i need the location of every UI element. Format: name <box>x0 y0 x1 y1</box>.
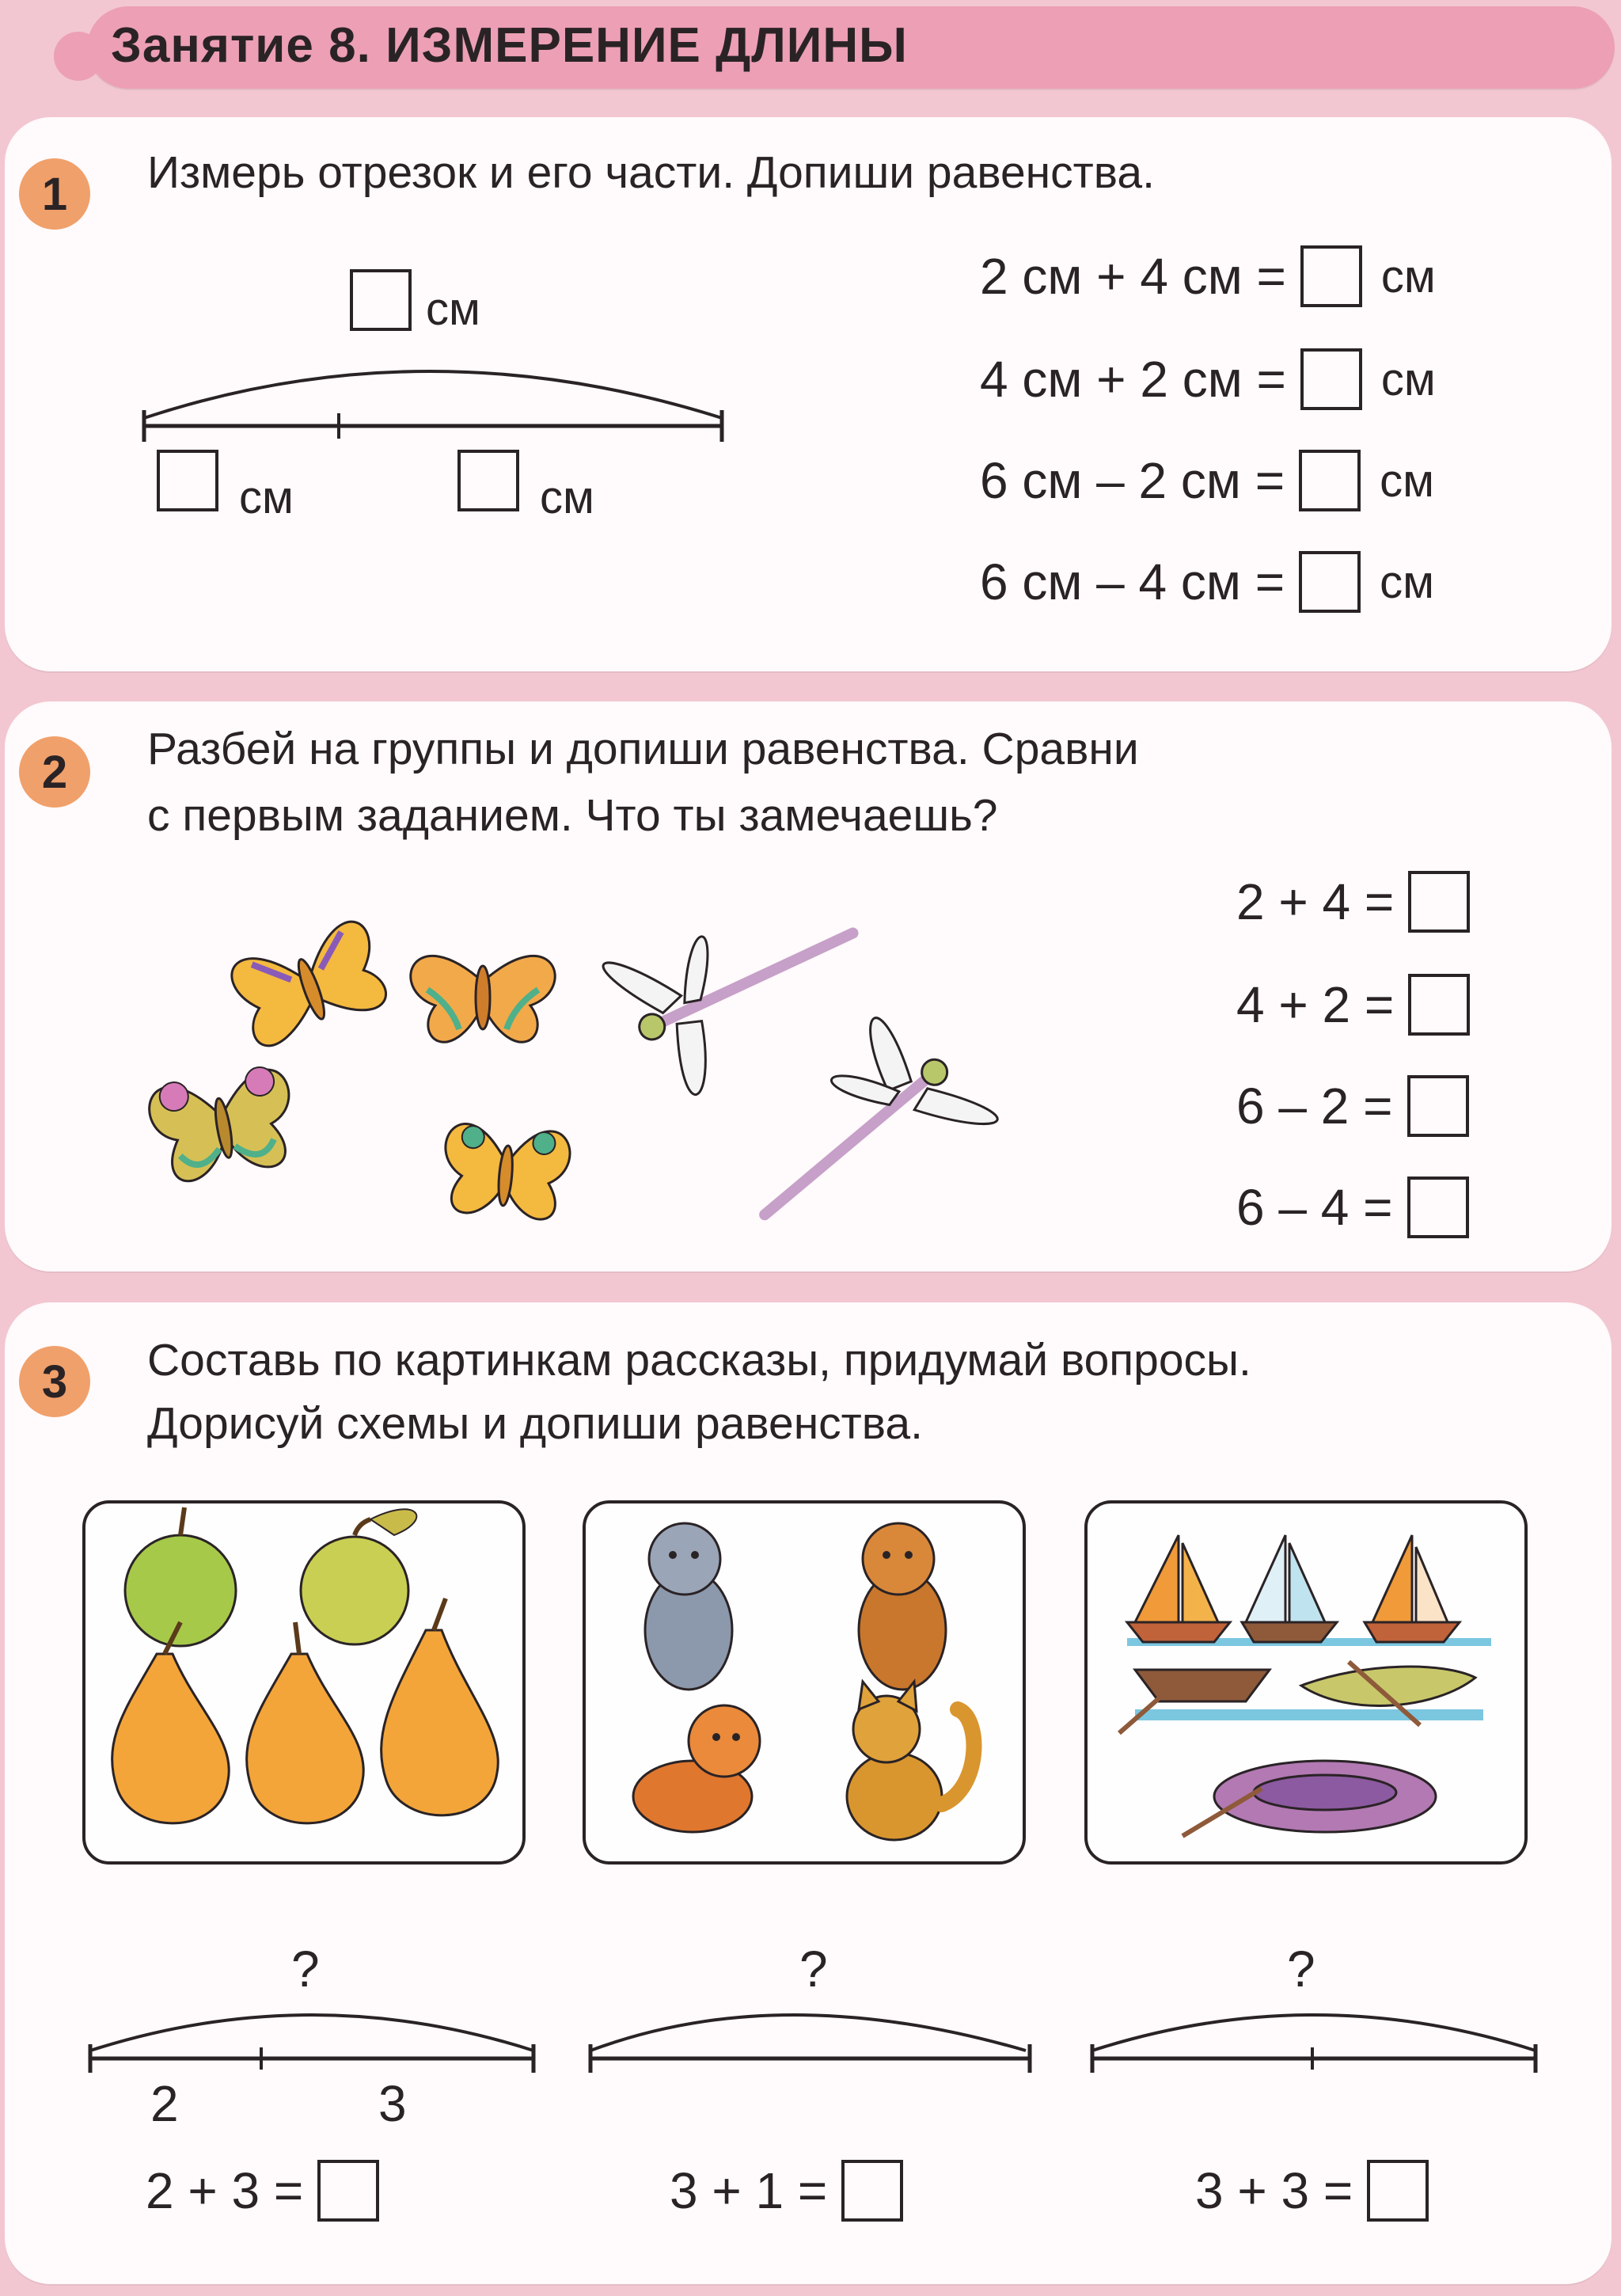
task3-instruction-line1: Составь по картинкам рассказы, придумай вопросы. <box>147 1335 1251 1386</box>
cat-icon <box>847 1682 974 1840</box>
picture-fruits <box>82 1500 526 1865</box>
task2-equation <box>1236 974 1470 1036</box>
answer-box[interactable] <box>1367 2160 1429 2222</box>
pear-icon <box>112 1622 230 1823</box>
total-length-answer <box>350 269 480 335</box>
butterfly-icon <box>145 1062 301 1186</box>
scheme1-question: ? <box>291 1941 320 1998</box>
answer-box[interactable] <box>1407 1177 1469 1238</box>
dragonfly-icon <box>713 998 999 1274</box>
unit-label: см <box>540 472 594 523</box>
scheme3-question: ? <box>1287 1941 1315 1998</box>
equation-text: 6 – 2 = <box>1236 1078 1393 1135</box>
scheme3-equation <box>1195 2160 1429 2222</box>
task1-number-badge: 1 <box>19 158 90 230</box>
task2-instruction-line1: Разбей на группы и допиши равенства. Сравни <box>147 724 1139 774</box>
segment-arc <box>144 371 722 418</box>
scheme2-equation <box>670 2160 903 2222</box>
task1-equation <box>980 348 1436 410</box>
unit-label: см <box>426 283 480 335</box>
unit-label: см <box>1380 454 1434 507</box>
task1-equation <box>980 245 1436 307</box>
answer-box[interactable] <box>1299 551 1361 613</box>
task1-instruction: Измерь отрезок и его части. Допиши равенства. <box>147 147 1155 198</box>
task1-equation <box>980 450 1434 511</box>
task2-instruction-line2: с первым заданием. Что ты замечаешь? <box>147 790 998 841</box>
butterfly-icon <box>227 917 393 1051</box>
equation-text: 4 + 2 = <box>1236 976 1395 1033</box>
answer-box-total[interactable] <box>350 269 412 331</box>
raft-icon <box>1183 1761 1436 1836</box>
header-dot <box>54 32 103 81</box>
answer-box[interactable] <box>1408 974 1470 1036</box>
equation-text: 6 – 4 = <box>1236 1179 1393 1236</box>
task2-equation <box>1236 1177 1469 1238</box>
butterfly-icon <box>411 956 555 1042</box>
scheme3-segment <box>1084 1995 1543 2066</box>
equation-text: 3 + 1 = <box>670 2162 828 2219</box>
dog-icon <box>859 1523 946 1690</box>
equation-text: 3 + 3 = <box>1195 2162 1353 2219</box>
sailboat-icon <box>1127 1535 1230 1642</box>
task3-number-badge: 3 <box>19 1346 90 1417</box>
task2-equation <box>1236 1075 1469 1137</box>
equation-text: 6 см – 4 см = <box>980 553 1285 610</box>
answer-box-part1[interactable] <box>157 450 218 511</box>
unit-label: см <box>239 472 294 523</box>
fruits-illustration <box>85 1503 522 1861</box>
animals-illustration <box>586 1503 1023 1861</box>
scheme1-segment <box>82 1995 541 2066</box>
equation-text: 2 см + 4 см = <box>980 248 1286 305</box>
task1-equation <box>980 551 1434 613</box>
task2-equation <box>1236 871 1470 933</box>
boats-illustration <box>1088 1503 1524 1861</box>
scheme2-segment <box>583 1995 1042 2066</box>
pear-icon <box>247 1622 364 1823</box>
equation-text: 6 см – 2 см = <box>980 452 1285 509</box>
equation-text: 2 + 4 = <box>1236 873 1395 930</box>
scheme2-question: ? <box>799 1941 828 1998</box>
unit-label: см <box>1380 353 1436 405</box>
apple-icon <box>301 1509 416 1644</box>
answer-box[interactable] <box>1299 450 1361 511</box>
dragonfly-icon <box>602 863 887 1108</box>
puppy-icon <box>633 1705 760 1832</box>
insects-illustration <box>127 879 997 1251</box>
answer-box[interactable] <box>1407 1075 1469 1137</box>
part1-length-answer <box>157 450 294 523</box>
butterfly-icon <box>440 1122 572 1221</box>
answer-box[interactable] <box>1408 871 1470 933</box>
picture-animals <box>583 1500 1026 1865</box>
sailboat-icon <box>1365 1535 1460 1642</box>
sailboat-icon <box>1242 1535 1337 1642</box>
task2-number-badge: 2 <box>19 736 90 808</box>
pear-icon <box>382 1598 499 1815</box>
equation-text: 2 + 3 = <box>146 2162 304 2219</box>
answer-box[interactable] <box>1300 245 1362 307</box>
page-title: Занятие 8. ИЗМЕРЕНИЕ ДЛИНЫ <box>111 18 908 73</box>
answer-box[interactable] <box>1300 348 1362 410</box>
answer-box[interactable] <box>841 2160 903 2222</box>
unit-label: см <box>1380 556 1434 608</box>
picture-boats <box>1084 1500 1528 1865</box>
scheme1-equation <box>146 2160 379 2222</box>
equation-text: 4 см + 2 см = <box>980 351 1286 408</box>
rowboat-icon <box>1119 1670 1270 1733</box>
answer-box[interactable] <box>317 2160 379 2222</box>
dog-icon <box>645 1523 732 1690</box>
part2-length-answer <box>457 450 594 523</box>
answer-box-part2[interactable] <box>457 450 519 511</box>
scheme1-part2: 3 <box>378 2075 407 2132</box>
task3-instruction-line2: Дорисуй схемы и допиши равенства. <box>147 1398 923 1449</box>
unit-label: см <box>1380 250 1436 302</box>
scheme1-part1: 2 <box>150 2075 179 2132</box>
task1-segment <box>135 340 736 451</box>
